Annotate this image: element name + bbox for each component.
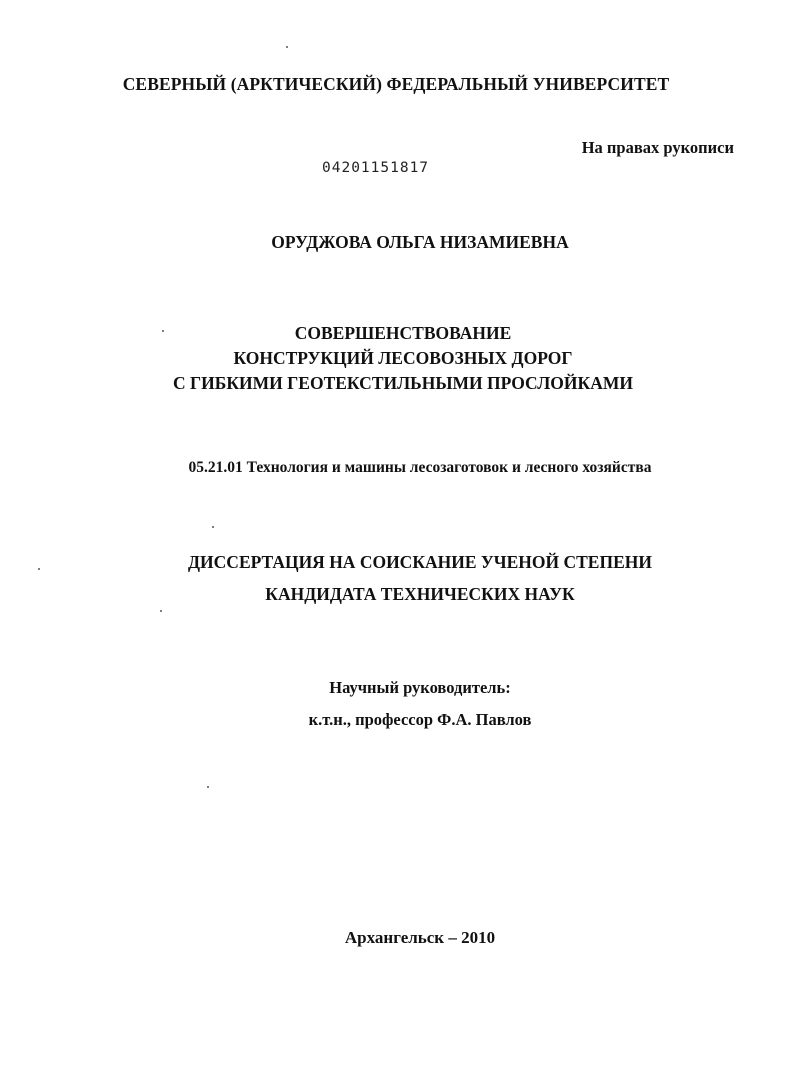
stamp-number: 04201151817: [322, 160, 430, 176]
title-line: С ГИБКИМИ ГЕОТЕКСТИЛЬНЫМИ ПРОСЛОЙКАМИ: [173, 373, 633, 393]
scan-speck: [38, 568, 40, 570]
scan-speck: [286, 46, 288, 48]
title-line: СОВЕРШЕНСТВОВАНИЕ: [294, 323, 512, 343]
supervisor-label: Научный руководитель:: [329, 678, 511, 697]
scan-speck: [162, 330, 164, 332]
degree-line: ДИССЕРТАЦИЯ НА СОИСКАНИЕ УЧЕНОЙ СТЕПЕНИ: [188, 552, 652, 572]
supervisor-name: к.т.н., профессор Ф.А. Павлов: [308, 710, 532, 729]
scan-speck: [207, 786, 209, 788]
university-name: СЕВЕРНЫЙ (АРКТИЧЕСКИЙ) ФЕДЕРАЛЬНЫЙ УНИВЕРСИТЕТ: [122, 74, 670, 94]
author-name: ОРУДЖОВА ОЛЬГА НИЗАМИЕВНА: [271, 232, 569, 252]
specialty-code: 05.21.01 Технология и машины лесозаготовок и лесного хозяйства: [188, 459, 652, 476]
degree-line: КАНДИДАТА ТЕХНИЧЕСКИХ НАУК: [265, 584, 575, 604]
rights-notice: На правах рукописи: [581, 138, 734, 157]
scan-speck: [160, 610, 162, 612]
city-year: Архангельск – 2010: [344, 928, 496, 947]
scan-speck: [212, 526, 214, 528]
title-line: КОНСТРУКЦИЙ ЛЕСОВОЗНЫХ ДОРОГ: [233, 348, 573, 368]
